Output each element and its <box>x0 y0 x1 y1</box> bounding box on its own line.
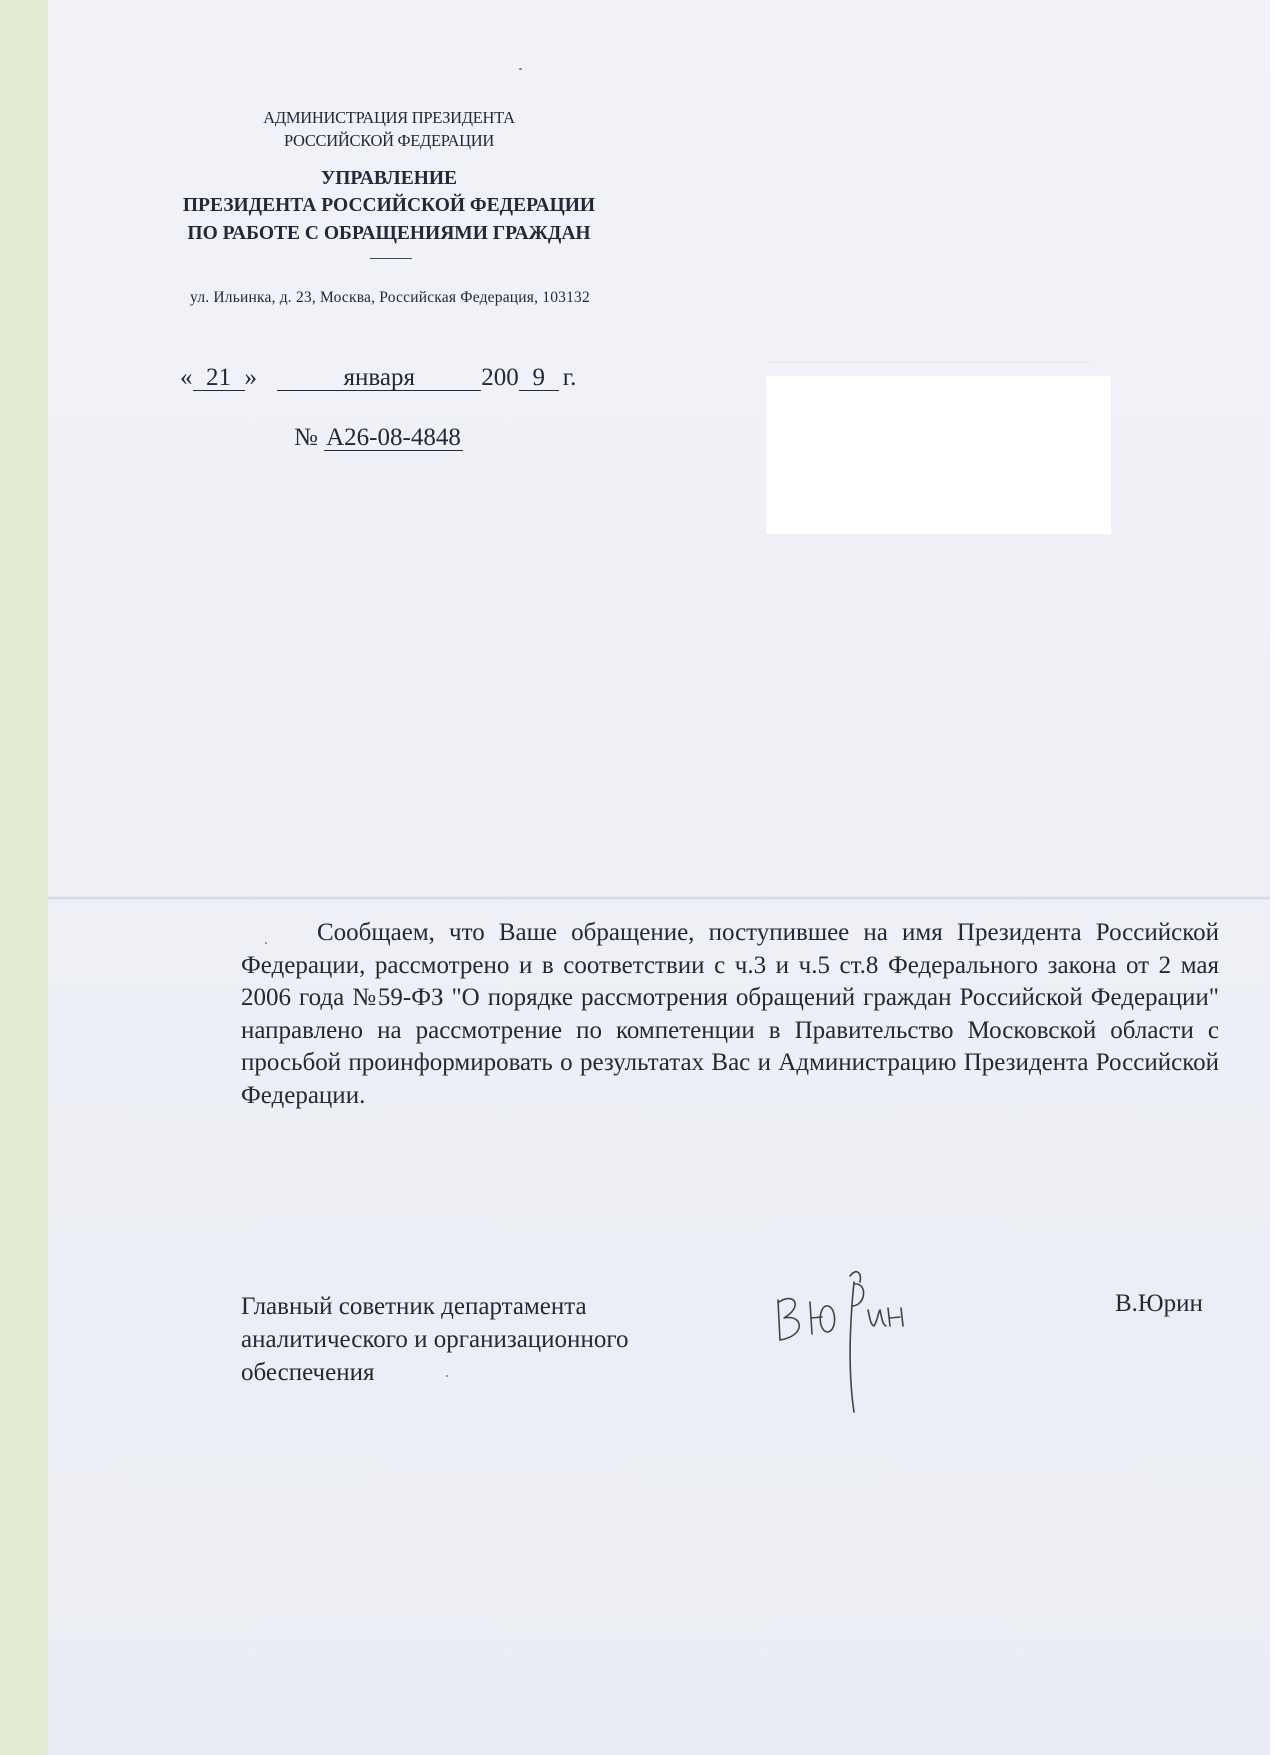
speck <box>519 68 522 70</box>
department-line-1: УПРАВЛЕНИЕ <box>320 168 458 189</box>
date-year-digit: 9 <box>519 365 559 391</box>
administration-line-1: АДМИНИСТРАЦИЯ ПРЕЗИДЕНТА <box>263 108 515 127</box>
sender-address: ул. Ильинка, д. 23, Москва, Российская Федерация, 103132 <box>190 289 590 306</box>
signatory-position <box>241 1290 721 1389</box>
paper-fold-line <box>48 896 1270 900</box>
signatory-name: В.Юрин <box>1115 1290 1203 1317</box>
date-open-quote: « <box>180 364 193 391</box>
date-close-quote: » <box>244 364 257 391</box>
letter-body-paragraph: Сообщаем, что Ваше обращение, поступившее на имя Президента Российской Федерации, рассмотрено и в соответствии с ч.3 и ч.5 ст.8 Федерального закона от 2 мая 2006 года №59-ФЗ "О порядке рассмотрения обращений граждан Российской Федерации" направлено на рассмотрение по компетенции в Правительство Московской области с просьбой проинформировать о результатах Вас и Администрацию Президента Российской Федерации. <box>241 919 1219 1109</box>
position-line-2: аналитического и организационного <box>241 1326 629 1353</box>
date-year-prefix: 200 <box>481 364 519 391</box>
date-month: января <box>277 365 481 391</box>
letter-sheet <box>48 0 1270 1755</box>
department-line-2: ПРЕЗИДЕНТА РОССИЙСКОЙ ФЕДЕРАЦИИ <box>182 195 596 216</box>
number-sign: № <box>294 424 318 451</box>
scan-edge <box>1270 0 1275 1755</box>
date-suffix: г. <box>562 364 577 391</box>
department-line-3: ПО РАБОТЕ С ОБРАЩЕНИЯМИ ГРАЖДАН <box>187 223 591 244</box>
date-day: 21 <box>193 365 245 391</box>
letter-date <box>180 364 576 392</box>
header-divider <box>370 258 412 259</box>
administration-line-2: РОССИЙСКОЙ ФЕДЕРАЦИИ <box>283 131 495 150</box>
registration-code: А26-08-4848 <box>326 424 461 451</box>
redacted-addressee-block <box>766 376 1111 534</box>
position-line-3: обеспечения <box>241 1359 375 1386</box>
handwritten-signature <box>770 1262 920 1422</box>
registration-number <box>294 424 463 452</box>
position-line-1: Главный советник департамента <box>241 1293 587 1320</box>
